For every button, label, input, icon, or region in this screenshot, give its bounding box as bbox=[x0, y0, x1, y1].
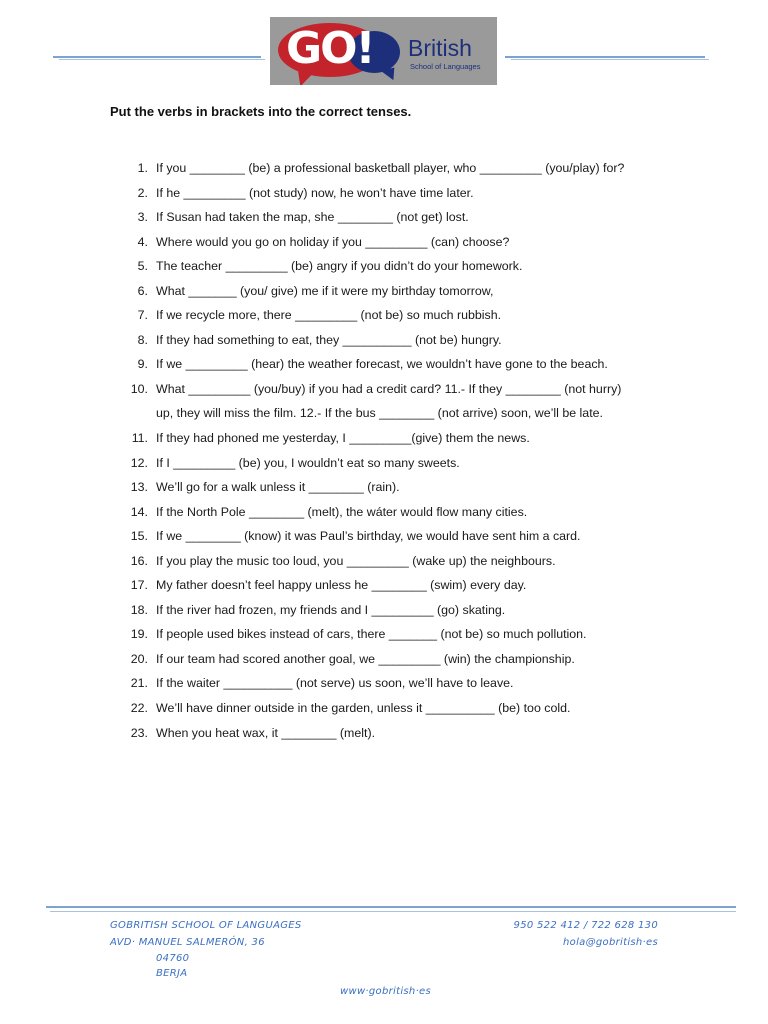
exercise-sentence: If the waiter __________ (not serve) us soon, we’ll have to leave. bbox=[156, 676, 514, 691]
exercise-number: 17. bbox=[130, 578, 148, 593]
exercise-item bbox=[110, 647, 670, 672]
exercise-number: 22. bbox=[130, 701, 148, 716]
exercise-item bbox=[110, 328, 670, 353]
header-rule-left bbox=[53, 56, 261, 58]
exercise-item bbox=[110, 426, 670, 451]
exercise-sentence: Where would you go on holiday if you _________ (can) choose? bbox=[156, 234, 510, 249]
exercise-sentence: If people used bikes instead of cars, there _______ (not be) so much pollution. bbox=[156, 627, 587, 642]
exercise-sentence-continuation: up, they will miss the film. 12.- If the bus ________ (not arrive) soon, we’ll be late. bbox=[156, 406, 603, 421]
exercise-sentence: If I _________ (be) you, I wouldn’t eat so many sweets. bbox=[156, 455, 460, 470]
exercise-sentence: If they had phoned me yesterday, I _________(give) them the news. bbox=[156, 431, 530, 446]
exercise-number: 18. bbox=[130, 602, 148, 617]
exercise-sentence: If the river had frozen, my friends and I _________ (go) skating. bbox=[156, 602, 506, 617]
school-logo bbox=[270, 17, 497, 85]
footer-rule bbox=[46, 906, 736, 908]
exercise-sentence: If they had something to eat, they __________ (not be) hungry. bbox=[156, 332, 502, 347]
exercise-sentence: The teacher _________ (be) angry if you didn’t do your homework. bbox=[156, 259, 523, 274]
exercise-item bbox=[110, 598, 670, 623]
footer-address: AVD· MANUEL SALMERÓN, 36 bbox=[110, 937, 265, 948]
exercise-sentence: If our team had scored another goal, we _________ (win) the championship. bbox=[156, 651, 575, 666]
footer-school-name: GOBRITISH SCHOOL OF LANGUAGES bbox=[110, 920, 302, 931]
exercise-item bbox=[110, 500, 670, 525]
exercise-item bbox=[110, 279, 670, 304]
exercise-number: 1. bbox=[137, 161, 148, 175]
exercise-item bbox=[110, 451, 670, 476]
exercise-number: 8. bbox=[137, 332, 148, 347]
exercise-sentence: What _________ (you/buy) if you had a credit card? 11.- If they ________ (not hurry) bbox=[156, 381, 622, 396]
exercise-item bbox=[110, 475, 670, 500]
header-rule-right bbox=[505, 56, 705, 58]
exercise-number: 11. bbox=[131, 431, 148, 446]
exercise-item bbox=[110, 156, 670, 181]
exercise-list bbox=[110, 156, 670, 745]
exercise-item bbox=[110, 524, 670, 549]
exercise-sentence: We’ll have dinner outside in the garden, unless it __________ (be) too cold. bbox=[156, 701, 571, 716]
exercise-item bbox=[110, 303, 670, 328]
exercise-number: 21. bbox=[130, 676, 148, 691]
exercise-number: 9. bbox=[137, 357, 148, 372]
exercise-number: 19. bbox=[130, 627, 148, 642]
logo-brand-text: British bbox=[408, 35, 472, 61]
exercise-item bbox=[110, 205, 670, 230]
exercise-number: 16. bbox=[130, 553, 148, 568]
exercise-number: 23. bbox=[130, 725, 148, 740]
footer-email: hola@gobritish·es bbox=[563, 937, 658, 948]
exercise-item bbox=[110, 622, 670, 647]
exercise-sentence: My father doesn’t feel happy unless he ________ (swim) every day. bbox=[156, 578, 527, 593]
exercise-number: 7. bbox=[137, 308, 148, 323]
exercise-sentence: If the North Pole ________ (melt), the wáter would flow many cities. bbox=[156, 504, 528, 519]
footer-postcode: 04760 bbox=[156, 953, 190, 964]
exercise-sentence: We’ll go for a walk unless it ________ (rain). bbox=[156, 480, 400, 495]
exercise-sentence: If we _________ (hear) the weather forecast, we wouldn’t have gone to the beach. bbox=[156, 357, 608, 372]
exercise-number: 13. bbox=[130, 480, 148, 495]
exercise-sentence: If we recycle more, there _________ (not be) so much rubbish. bbox=[156, 308, 502, 323]
exercise-item bbox=[110, 549, 670, 574]
exercise-number: 10. bbox=[130, 381, 148, 396]
exercise-sentence: If we ________ (know) it was Paul’s birthday, we would have sent him a card. bbox=[156, 529, 581, 544]
logo-go-text: GO! bbox=[286, 23, 374, 74]
exercise-item bbox=[110, 573, 670, 598]
exercise-item bbox=[110, 230, 670, 255]
exercise-number: 2. bbox=[137, 185, 148, 200]
exercise-number: 15. bbox=[130, 529, 148, 544]
exercise-number: 5. bbox=[137, 259, 148, 274]
exercise-sentence: What _______ (you/ give) me if it were my birthday tomorrow, bbox=[156, 283, 494, 298]
footer-website: www·gobritish·es bbox=[340, 986, 432, 997]
exercise-item bbox=[110, 181, 670, 206]
exercise-sentence: If he _________ (not study) now, he won’t have time later. bbox=[156, 185, 474, 200]
exercise-item bbox=[110, 696, 670, 721]
logo-brand-subtitle: School of Languages bbox=[410, 62, 481, 71]
exercise-item bbox=[110, 254, 670, 279]
exercise-sentence: If you ________ (be) a professional basketball player, who _________ (you/play) for? bbox=[156, 161, 625, 175]
exercise-number: 6. bbox=[137, 283, 148, 298]
exercise-item bbox=[110, 721, 670, 746]
exercise-number: 3. bbox=[137, 210, 148, 225]
footer-town: BERJA bbox=[156, 968, 188, 979]
exercise-number: 14. bbox=[130, 504, 148, 519]
exercise-sentence: If Susan had taken the map, she ________ (not get) lost. bbox=[156, 210, 469, 225]
footer-phones: 950 522 412 / 722 628 130 bbox=[513, 920, 658, 931]
exercise-sentence: If you play the music too loud, you _________ (wake up) the neighbours. bbox=[156, 553, 556, 568]
exercise-item bbox=[110, 352, 670, 377]
exercise-number: 20. bbox=[130, 651, 148, 666]
exercise-instruction: Put the verbs in brackets into the correct tenses. bbox=[110, 104, 412, 119]
exercise-number: 4. bbox=[137, 234, 148, 249]
exercise-item bbox=[110, 377, 670, 426]
exercise-number: 12. bbox=[130, 455, 148, 470]
exercise-item bbox=[110, 671, 670, 696]
exercise-sentence: When you heat wax, it ________ (melt). bbox=[156, 725, 376, 740]
